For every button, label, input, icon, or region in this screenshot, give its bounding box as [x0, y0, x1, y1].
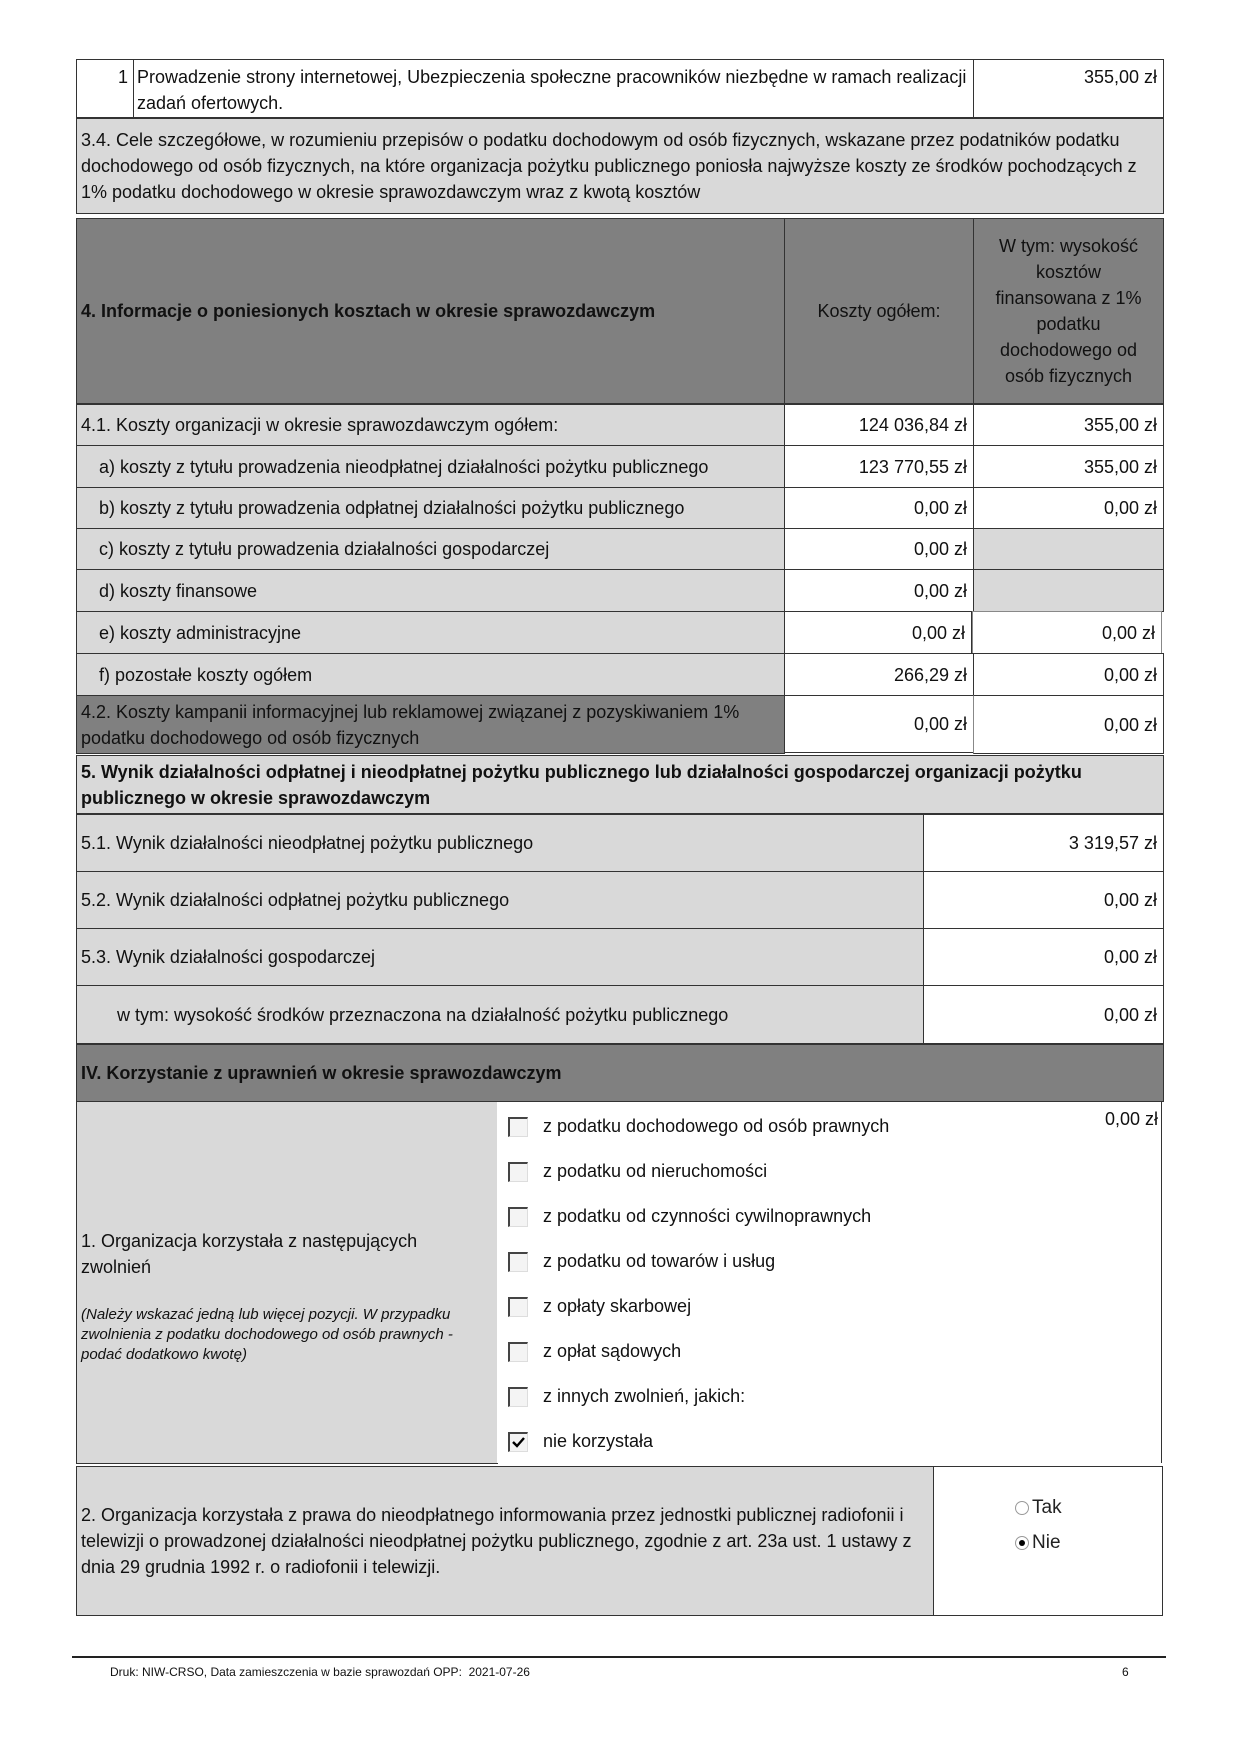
cost-label-text: a) koszty z tytułu prowadzenia nieodpłatnej działalności pożytku publicznego: [99, 456, 709, 477]
media-info-options: [933, 1466, 1163, 1616]
section-IV-header-text: IV. Korzystanie z uprawnień w okresie sprawozdawczym: [81, 1063, 562, 1083]
cost-total-value: 266,29 zł: [893, 664, 967, 685]
cost-row-label: [76, 528, 785, 570]
option-label: nie korzystała: [543, 1431, 654, 1451]
checkbox-court-fees[interactable]: [508, 1342, 528, 1362]
cost-label-text: b) koszty z tytułu prowadzenia odpłatnej działalności pożytku publicznego: [99, 498, 685, 518]
result-label-text: w tym: wysokość środków przeznaczona na działalność pożytku publicznego: [117, 1004, 729, 1025]
cost-1pct-value: 0,00 zł: [1101, 622, 1155, 643]
section-5-header-text: 5. Wynik działalności odpłatnej i nieodpłatnej pożytku publicznego lub działalności gospodarczej organizacji pożytku publicznego w okresie sprawozdawczym: [81, 762, 1082, 808]
radio-nie-label: Nie: [1032, 1532, 1061, 1553]
campaign-cost-1pct: [973, 695, 1164, 754]
exemptions-label-cell: [76, 1101, 498, 1464]
result-row-label: [76, 928, 924, 986]
cost-row-label: [76, 653, 785, 696]
radio-tak[interactable]: [1015, 1501, 1029, 1515]
cost-total-value: 0,00 zł: [913, 580, 967, 601]
result-row-value: [923, 814, 1164, 872]
section-3-4: [76, 118, 1164, 214]
result-label-text: 5.1. Wynik działalności nieodpłatnej pożytku publicznego: [81, 833, 534, 853]
cost-row-total: [784, 404, 974, 446]
exemptions-options: [497, 1102, 1162, 1463]
cost-label-text: e) koszty administracyjne: [99, 622, 302, 643]
cost-row-total: [784, 487, 974, 529]
footer-divider: [72, 1656, 1166, 1658]
result-row-value: [923, 985, 1164, 1044]
radio-nie[interactable]: [1015, 1536, 1029, 1550]
option-label: z podatku od towarów i usług: [543, 1251, 776, 1271]
cost-row-amount: [973, 59, 1164, 118]
col-header-1pct-text: W tym: wysokość kosztów finansowana z 1% podatku dochodowego od osób fizycznych: [995, 236, 1142, 386]
cost-row-1pct: [972, 611, 1162, 654]
cost-row-1pct-disabled: [973, 528, 1164, 570]
checkmark-icon: [511, 1435, 526, 1450]
option-label: z opłat sądowych: [543, 1341, 682, 1361]
cost-row-label: [76, 404, 785, 446]
cost-row-1pct: [973, 404, 1164, 446]
result-row-value: [923, 928, 1164, 986]
checkbox-stamp-duty[interactable]: [508, 1297, 528, 1317]
row-description: Prowadzenie strony internetowej, Ubezpieczenia społeczne pracowników niezbędne w ramach realizacji zadań ofertowych.: [137, 67, 967, 113]
section-5-header: [76, 755, 1164, 814]
cost-label-text: 4.1. Koszty organizacji w okresie sprawozdawczym ogółem:: [81, 415, 559, 435]
cost-1pct-value: 355,00 zł: [1083, 415, 1157, 435]
cost-label-text: d) koszty finansowe: [99, 580, 258, 601]
page-number: 6: [1122, 1665, 1129, 1679]
option-label: z opłaty skarbowej: [543, 1296, 692, 1316]
cost-total-value: 0,00 zł: [911, 622, 965, 643]
section-4-title: [76, 218, 785, 404]
checkbox-cit[interactable]: [508, 1117, 528, 1137]
col-header-total: [784, 218, 974, 404]
cost-label-text: f) pozostałe koszty ogółem: [99, 664, 313, 685]
option-label: z podatku od nieruchomości: [543, 1161, 768, 1181]
checkbox-none[interactable]: [508, 1432, 528, 1452]
cost-row-description: [133, 59, 974, 118]
radio-tak-label: Tak: [1032, 1497, 1062, 1518]
cost-row-label: [76, 445, 785, 488]
media-info-text: 2. Organizacja korzystała z prawa do nieodpłatnego informowania przez jednostki publicznej radiofonii i telewizji o prowadzonej działalności nieodpłatnej pożytku publicznego, zgodnie z art. 23a ust. 1 ustawy z dnia 29 grudnia 1992 r. o radiofonii i telewizji.: [81, 1505, 912, 1577]
campaign-total-value: 0,00 zł: [913, 714, 967, 734]
media-info-label: [76, 1466, 934, 1616]
cost-total-value: 0,00 zł: [913, 498, 967, 518]
cost-1pct-value: 0,00 zł: [1103, 498, 1157, 518]
checkbox-property-tax[interactable]: [508, 1162, 528, 1182]
cost-label-text: c) koszty z tytułu prowadzenia działalności gospodarczej: [99, 539, 550, 559]
section-IV-header: [76, 1044, 1164, 1102]
cost-row-total: [784, 569, 974, 612]
cost-total-value: 0,00 zł: [913, 539, 967, 559]
option-label: z podatku dochodowego od osób prawnych: [543, 1116, 890, 1136]
result-label-text: 5.3. Wynik działalności gospodarczej: [81, 947, 375, 967]
result-row-label: [76, 871, 924, 929]
campaign-cost-text: 4.2. Koszty kampanii informacyjnej lub reklamowej związanej z pozyskiwaniem 1% podatku dochodowego od osób fizycznych: [81, 702, 740, 748]
cost-row-number: [76, 59, 134, 118]
section-4-title-text: 4. Informacje o poniesionych kosztach w okresie sprawozdawczym: [81, 301, 656, 321]
col-header-1pct: [973, 218, 1164, 404]
col-header-total-text: Koszty ogółem:: [817, 301, 941, 321]
result-row-value: [923, 871, 1164, 929]
campaign-cost-label: [76, 695, 785, 754]
cost-row-1pct: [973, 653, 1164, 696]
checkbox-vat[interactable]: [508, 1252, 528, 1272]
checkbox-civil-law-tax[interactable]: [508, 1207, 528, 1227]
row-number: 1: [117, 67, 128, 87]
cost-row-total: [784, 611, 972, 654]
cost-row-total: [784, 528, 974, 570]
cost-1pct-value: 0,00 zł: [1103, 664, 1157, 685]
section-3-4-text: 3.4. Cele szczegółowe, w rozumieniu przepisów o podatku dochodowym od osób fizycznych, wskazane przez podatników podatku dochodowego od osób fizycznych, na które organizacja pożytku publicznego poniosła najwyższe koszty ze środków pochodzących z 1% podatku dochodowego w okresie sprawozdawczym wraz z kwotą kosztów: [81, 130, 1137, 202]
cost-total-value: 124 036,84 zł: [858, 415, 967, 435]
cost-row-total: [784, 445, 974, 488]
result-label-text: 5.2. Wynik działalności odpłatnej pożytku publicznego: [81, 890, 510, 910]
footer-print-info: Druk: NIW-CRSO, Data zamieszczenia w bazie sprawozdań OPP: 2021-07-26: [110, 1665, 530, 1679]
campaign-1pct-value: 0,00 zł: [1103, 714, 1157, 735]
campaign-cost-total: [784, 695, 974, 753]
result-value: 0,00 zł: [1103, 890, 1157, 910]
result-value: 0,00 zł: [1103, 1004, 1157, 1025]
row-amount: 355,00 zł: [1083, 67, 1157, 87]
cost-row-label: [76, 569, 785, 612]
cost-row-1pct-disabled: [973, 569, 1164, 612]
checkbox-other-exemptions[interactable]: [508, 1387, 528, 1407]
cost-row-1pct: [973, 445, 1164, 488]
cost-row-total: [784, 653, 974, 696]
result-row-label: [76, 814, 924, 872]
exemptions-note: (Należy wskazać jedną lub więcej pozycji. W przypadku zwolnienia z podatku dochodowego od osób prawnych - podać dodatkowo kwotę): [81, 1306, 453, 1363]
cost-row-label: [76, 487, 785, 529]
option-label: z innych zwolnień, jakich:: [543, 1386, 746, 1406]
cost-row-label: [76, 611, 785, 654]
option-label: z podatku od czynności cywilnoprawnych: [543, 1206, 872, 1226]
result-value: 0,00 zł: [1103, 947, 1157, 967]
exemption-amount: 0,00 zł: [1104, 1109, 1158, 1129]
result-value: 3 319,57 zł: [1068, 833, 1157, 853]
exemptions-label: 1. Organizacja korzystała z następujących zwolnień: [81, 1231, 418, 1277]
cost-total-value: 123 770,55 zł: [858, 456, 967, 477]
result-row-label: [76, 985, 924, 1044]
cost-row-1pct: [973, 487, 1164, 529]
cost-1pct-value: 355,00 zł: [1083, 456, 1157, 477]
